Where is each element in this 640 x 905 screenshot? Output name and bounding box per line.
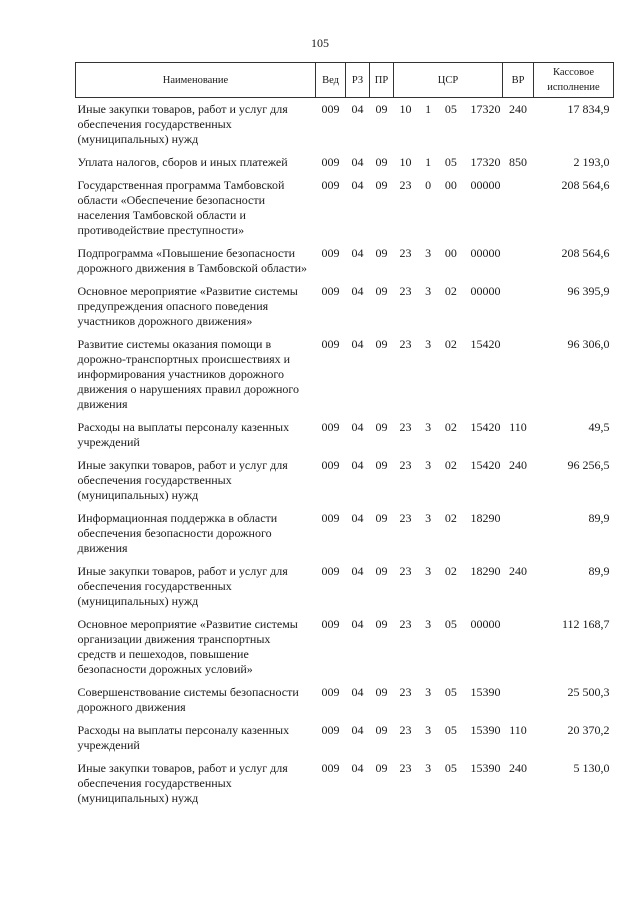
csr-part: 23	[399, 723, 412, 737]
row-csr	[394, 98, 503, 152]
csr-part: 3	[425, 761, 432, 775]
table-row	[76, 613, 614, 681]
row-ved: 009	[321, 337, 340, 351]
row-csr	[394, 454, 503, 507]
row-name: Подпрограмма «Повышение безопасности дорожного движения в Тамбовской области»	[77, 246, 308, 275]
row-vr: 110	[509, 420, 527, 434]
table-row	[76, 151, 614, 174]
row-ved: 009	[321, 685, 340, 699]
row-pr: 09	[375, 337, 388, 351]
csr-part: 23	[399, 337, 412, 351]
row-ved: 009	[321, 246, 340, 260]
csr-part: 02	[444, 458, 457, 472]
row-csr	[394, 719, 503, 757]
csr-part: 02	[444, 337, 457, 351]
row-amount: 96 256,5	[567, 458, 610, 472]
row-amount: 49,5	[588, 420, 610, 434]
table-row	[76, 681, 614, 719]
header-name: Наименование	[76, 63, 316, 98]
row-ved: 009	[321, 617, 340, 631]
row-ved: 009	[321, 284, 340, 298]
row-name: Развитие системы оказания помощи в дорожно-транспортных происшествиях и информирования участников дорожного движения о нарушениях правил дорожного движения	[77, 337, 300, 411]
header-vr: ВР	[503, 63, 534, 98]
csr-part: 3	[425, 458, 432, 472]
row-ved: 009	[321, 420, 340, 434]
csr-part: 00000	[470, 178, 501, 192]
csr-part: 15420	[470, 420, 501, 434]
row-vr: 240	[509, 564, 527, 578]
row-rz: 04	[351, 284, 364, 298]
csr-part: 00	[444, 246, 457, 260]
row-csr	[394, 681, 503, 719]
csr-part: 00	[444, 178, 457, 192]
row-amount: 208 564,6	[561, 246, 610, 260]
row-name: Основное мероприятие «Развитие системы предупреждения опасного поведения участников дорожного движения»	[77, 284, 298, 328]
csr-part: 23	[399, 284, 412, 298]
row-csr	[394, 174, 503, 242]
csr-part: 00000	[470, 246, 501, 260]
csr-part: 23	[399, 458, 412, 472]
csr-part: 23	[399, 761, 412, 775]
csr-part: 3	[425, 284, 432, 298]
csr-part: 15390	[470, 761, 501, 775]
csr-part: 15390	[470, 723, 501, 737]
csr-part: 3	[425, 246, 432, 260]
table-body	[76, 98, 614, 811]
csr-part: 02	[444, 564, 457, 578]
csr-part: 23	[399, 511, 412, 525]
row-name: Иные закупки товаров, работ и услуг для обеспечения государственных (муниципальных) нужд	[77, 102, 288, 146]
csr-part: 02	[444, 511, 457, 525]
row-pr: 09	[375, 685, 388, 699]
row-pr: 09	[375, 723, 388, 737]
csr-part: 05	[444, 155, 457, 169]
row-name: Расходы на выплаты персоналу казенных учреждений	[77, 420, 290, 449]
row-csr	[394, 242, 503, 280]
row-rz: 04	[351, 178, 364, 192]
row-name: Расходы на выплаты персоналу казенных учреждений	[77, 723, 290, 752]
csr-part: 23	[399, 685, 412, 699]
csr-part: 23	[399, 420, 412, 434]
row-ved: 009	[321, 458, 340, 472]
budget-table	[75, 62, 614, 810]
csr-part: 17320	[470, 155, 501, 169]
table-row	[76, 454, 614, 507]
row-amount: 5 130,0	[573, 761, 610, 775]
table-row	[76, 242, 614, 280]
csr-part: 1	[425, 102, 432, 116]
row-amount: 89,9	[588, 511, 610, 525]
row-rz: 04	[351, 102, 364, 116]
row-rz: 04	[351, 420, 364, 434]
row-name: Основное мероприятие «Развитие системы организации движения транспортных средств и пешеходов, повышение безопасности дорожных условий»	[77, 617, 298, 676]
csr-part: 23	[399, 617, 412, 631]
row-vr	[503, 613, 534, 681]
csr-part: 05	[444, 102, 457, 116]
row-vr	[503, 174, 534, 242]
table-row	[76, 507, 614, 560]
header-csr: ЦСР	[394, 63, 503, 98]
csr-part: 15420	[470, 337, 501, 351]
row-csr	[394, 416, 503, 454]
row-csr	[394, 757, 503, 810]
row-pr: 09	[375, 761, 388, 775]
row-pr: 09	[375, 246, 388, 260]
csr-part: 10	[399, 155, 412, 169]
row-rz: 04	[351, 511, 364, 525]
csr-part: 18290	[470, 511, 501, 525]
row-rz: 04	[351, 155, 364, 169]
row-csr	[394, 507, 503, 560]
row-ved: 009	[321, 723, 340, 737]
row-pr: 09	[375, 511, 388, 525]
row-vr	[503, 242, 534, 280]
row-vr	[503, 280, 534, 333]
csr-part: 3	[425, 564, 432, 578]
row-name: Иные закупки товаров, работ и услуг для обеспечения государственных (муниципальных) нужд	[77, 761, 288, 805]
row-pr: 09	[375, 458, 388, 472]
csr-part: 23	[399, 564, 412, 578]
row-vr	[503, 507, 534, 560]
table-row	[76, 416, 614, 454]
csr-part: 15420	[470, 458, 501, 472]
row-pr: 09	[375, 155, 388, 169]
row-vr: 110	[509, 723, 527, 737]
csr-part: 05	[444, 761, 457, 775]
csr-part: 3	[425, 723, 432, 737]
table-header	[76, 63, 614, 98]
csr-part: 0	[425, 178, 432, 192]
row-name: Совершенствование системы безопасности дорожного движения	[77, 685, 299, 714]
row-ved: 009	[321, 102, 340, 116]
row-vr: 850	[509, 155, 527, 169]
csr-part: 15390	[470, 685, 501, 699]
csr-part: 00000	[470, 284, 501, 298]
csr-part: 3	[425, 511, 432, 525]
row-pr: 09	[375, 420, 388, 434]
table-row	[76, 174, 614, 242]
csr-part: 02	[444, 284, 457, 298]
row-amount: 89,9	[588, 564, 610, 578]
row-ved: 009	[321, 178, 340, 192]
row-pr: 09	[375, 284, 388, 298]
row-csr	[394, 613, 503, 681]
header-rz: РЗ	[346, 63, 370, 98]
row-name: Информационная поддержка в области обеспечения безопасности дорожного движения	[77, 511, 278, 555]
row-name: Уплата налогов, сборов и иных платежей	[77, 155, 288, 169]
row-pr: 09	[375, 178, 388, 192]
row-name: Иные закупки товаров, работ и услуг для обеспечения государственных (муниципальных) нужд	[77, 458, 288, 502]
table-row	[76, 719, 614, 757]
row-vr: 240	[509, 458, 527, 472]
row-ved: 009	[321, 155, 340, 169]
row-rz: 04	[351, 337, 364, 351]
table-row	[76, 757, 614, 810]
csr-part: 02	[444, 420, 457, 434]
row-amount: 17 834,9	[567, 102, 610, 116]
row-vr	[503, 681, 534, 719]
csr-part: 1	[425, 155, 432, 169]
row-ved: 009	[321, 511, 340, 525]
csr-part: 05	[444, 617, 457, 631]
row-amount: 20 370,2	[567, 723, 610, 737]
table-row	[76, 560, 614, 613]
row-vr: 240	[509, 102, 527, 116]
row-vr	[503, 333, 534, 416]
header-pr: ПР	[370, 63, 394, 98]
csr-part: 05	[444, 685, 457, 699]
csr-part: 3	[425, 617, 432, 631]
row-rz: 04	[351, 761, 364, 775]
row-csr	[394, 280, 503, 333]
row-rz: 04	[351, 458, 364, 472]
csr-part: 00000	[470, 617, 501, 631]
row-ved: 009	[321, 761, 340, 775]
csr-part: 3	[425, 685, 432, 699]
csr-part: 18290	[470, 564, 501, 578]
row-name: Государственная программа Тамбовской области «Обеспечение безопасности населения Тамбовской области и противодействие преступности»	[77, 178, 285, 237]
csr-part: 17320	[470, 102, 501, 116]
row-rz: 04	[351, 723, 364, 737]
row-amount: 96 306,0	[567, 337, 610, 351]
row-vr: 240	[509, 761, 527, 775]
row-rz: 04	[351, 564, 364, 578]
row-csr	[394, 151, 503, 174]
row-csr	[394, 333, 503, 416]
row-amount: 25 500,3	[567, 685, 610, 699]
table-row	[76, 98, 614, 152]
csr-part: 23	[399, 246, 412, 260]
row-amount: 2 193,0	[573, 155, 610, 169]
csr-part: 3	[425, 337, 432, 351]
row-ved: 009	[321, 564, 340, 578]
row-pr: 09	[375, 564, 388, 578]
csr-part: 05	[444, 723, 457, 737]
page-number: 105	[311, 36, 329, 50]
row-pr: 09	[375, 617, 388, 631]
row-amount: 96 395,9	[567, 284, 610, 298]
row-pr: 09	[375, 102, 388, 116]
header-ved: Вед	[316, 63, 346, 98]
row-csr	[394, 560, 503, 613]
row-rz: 04	[351, 617, 364, 631]
header-amount: Кассовое исполнение	[534, 63, 614, 98]
row-amount: 208 564,6	[561, 178, 610, 192]
csr-part: 23	[399, 178, 412, 192]
row-amount: 112 168,7	[561, 617, 610, 631]
csr-part: 3	[425, 420, 432, 434]
table-row	[76, 333, 614, 416]
table-row	[76, 280, 614, 333]
row-rz: 04	[351, 685, 364, 699]
csr-part: 10	[399, 102, 412, 116]
row-rz: 04	[351, 246, 364, 260]
row-name: Иные закупки товаров, работ и услуг для обеспечения государственных (муниципальных) нужд	[77, 564, 288, 608]
